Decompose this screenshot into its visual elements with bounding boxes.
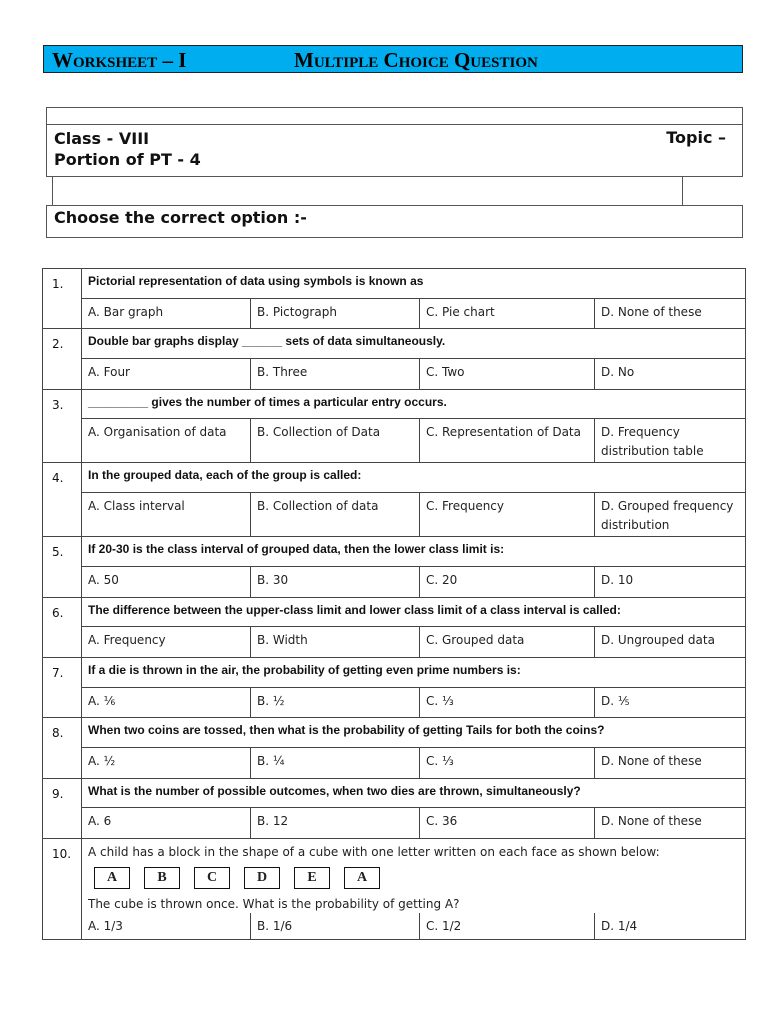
question-row <box>43 537 746 567</box>
cube-face-letter: A <box>344 867 380 889</box>
class-portion <box>54 128 201 170</box>
option-d: D. No <box>595 359 746 390</box>
options-row <box>43 747 746 778</box>
option-b: B. 1/6 <box>251 913 420 940</box>
worksheet-header-banner <box>43 45 743 73</box>
question-row <box>43 657 746 687</box>
worksheet-label: Worksheet – I <box>52 48 187 72</box>
option-b: B. Width <box>251 627 420 658</box>
question-row <box>43 718 746 748</box>
question-row <box>43 597 746 627</box>
info-spacer-box <box>52 177 683 205</box>
question-10-question: The cube is thrown once. What is the probability of getting A? <box>88 897 460 911</box>
question-10-text <box>82 839 746 913</box>
cube-face-letter: A <box>94 867 130 889</box>
option-d: D. ⅕ <box>595 687 746 718</box>
question-number: 1. <box>43 269 82 329</box>
options-row <box>43 298 746 329</box>
option-d: D. 10 <box>595 566 746 597</box>
question-number: 5. <box>43 537 82 597</box>
cube-face-letter: D <box>244 867 280 889</box>
options-row <box>43 493 746 537</box>
option-b: B. Three <box>251 359 420 390</box>
options-row <box>43 359 746 390</box>
option-b: B. 12 <box>251 808 420 839</box>
question-text: In the grouped data, each of the group is called: <box>82 463 746 493</box>
option-c: C. ⅓ <box>420 687 595 718</box>
option-d: D. None of these <box>595 747 746 778</box>
option-a: A. ⅙ <box>82 687 251 718</box>
option-c: C. 20 <box>420 566 595 597</box>
option-a: A. Class interval <box>82 493 251 537</box>
option-a: A. ½ <box>82 747 251 778</box>
option-b: B. 30 <box>251 566 420 597</box>
question-text: What is the number of possible outcomes, when two dies are thrown, simultaneously? <box>82 778 746 808</box>
question-number: 8. <box>43 718 82 778</box>
question-number: 10. <box>43 839 82 940</box>
question-row <box>43 778 746 808</box>
instruction-text: Choose the correct option :- <box>54 208 307 227</box>
option-a: A. Frequency <box>82 627 251 658</box>
option-a: A. 1/3 <box>82 913 251 940</box>
question-number: 7. <box>43 657 82 717</box>
question-number: 3. <box>43 389 82 463</box>
options-row <box>43 913 746 940</box>
option-c: C. Representation of Data <box>420 419 595 463</box>
question-number: 4. <box>43 463 82 537</box>
question-number: 2. <box>43 329 82 389</box>
question-text: Double bar graphs display ______ sets of data simultaneously. <box>82 329 746 359</box>
instruction-box <box>46 205 743 238</box>
options-row <box>43 687 746 718</box>
question-row <box>43 463 746 493</box>
question-text: _________ gives the number of times a particular entry occurs. <box>82 389 746 419</box>
worksheet-title: Multiple Choice Question <box>294 48 538 72</box>
question-text: If a die is thrown in the air, the probability of getting even prime numbers is: <box>82 657 746 687</box>
cube-face-letter: C <box>194 867 230 889</box>
question-text: If 20-30 is the class interval of grouped data, then the lower class limit is: <box>82 537 746 567</box>
option-d: D. None of these <box>595 808 746 839</box>
option-b: B. Collection of data <box>251 493 420 537</box>
option-a: A. Organisation of data <box>82 419 251 463</box>
cube-face-letter: B <box>144 867 180 889</box>
option-c: C. Frequency <box>420 493 595 537</box>
question-number: 9. <box>43 778 82 838</box>
cube-faces <box>94 867 745 889</box>
option-b: B. Pictograph <box>251 298 420 329</box>
class-label: Class - VIII <box>54 129 150 148</box>
class-info-box <box>46 107 743 177</box>
option-a: A. 6 <box>82 808 251 839</box>
question-number: 6. <box>43 597 82 657</box>
portion-label: Portion of PT - 4 <box>54 150 201 169</box>
question-row <box>43 389 746 419</box>
question-row <box>43 329 746 359</box>
question-row <box>43 839 746 913</box>
cube-face-letter: E <box>294 867 330 889</box>
option-b: B. ½ <box>251 687 420 718</box>
question-text: When two coins are tossed, then what is the probability of getting Tails for both the coins? <box>82 718 746 748</box>
option-a: A. 50 <box>82 566 251 597</box>
option-c: C. Pie chart <box>420 298 595 329</box>
question-row <box>43 269 746 299</box>
topic-label: Topic – <box>666 128 726 147</box>
option-b: B. ¼ <box>251 747 420 778</box>
option-c: C. ⅓ <box>420 747 595 778</box>
option-b: B. Collection of Data <box>251 419 420 463</box>
option-d: D. Ungrouped data <box>595 627 746 658</box>
options-row <box>43 419 746 463</box>
option-d: D. Frequency distribution table <box>595 419 746 463</box>
option-c: C. 1/2 <box>420 913 595 940</box>
option-d: D. None of these <box>595 298 746 329</box>
question-10-intro: A child has a block in the shape of a cube with one letter written on each face as shown below: <box>88 845 660 859</box>
questions-table <box>42 268 746 940</box>
option-d: D. Grouped frequency distribution <box>595 493 746 537</box>
option-c: C. Two <box>420 359 595 390</box>
info-divider <box>47 124 742 125</box>
option-c: C. 36 <box>420 808 595 839</box>
option-c: C. Grouped data <box>420 627 595 658</box>
option-d: D. 1/4 <box>595 913 746 940</box>
question-text: The difference between the upper-class limit and lower class limit of a class interval is called: <box>82 597 746 627</box>
question-text: Pictorial representation of data using symbols is known as <box>82 269 746 299</box>
option-a: A. Four <box>82 359 251 390</box>
options-row <box>43 808 746 839</box>
option-a: A. Bar graph <box>82 298 251 329</box>
options-row <box>43 627 746 658</box>
options-row <box>43 566 746 597</box>
